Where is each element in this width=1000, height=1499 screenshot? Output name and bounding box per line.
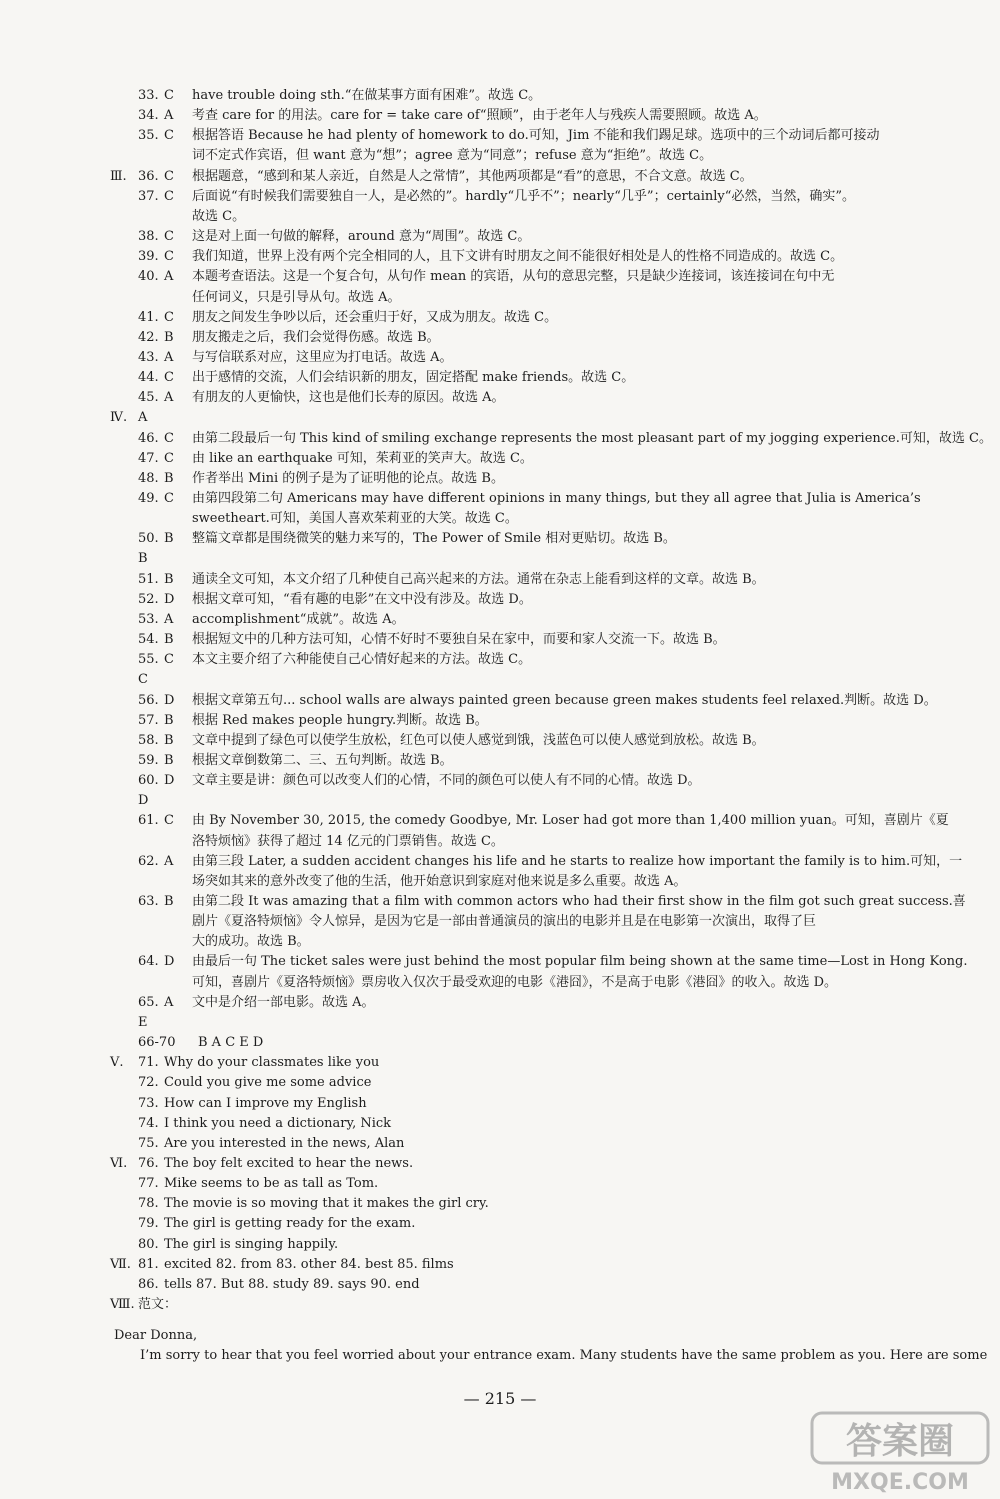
question-number: 48. (138, 471, 159, 486)
question-number: 78. (138, 1196, 159, 1211)
explanation-text: 根据答语 Because he had plenty of homework to do.可知，Jim 不能和我们踢足球。选项中的三个动词后都可接动 (192, 128, 880, 143)
answer-row (0, 1134, 1000, 1154)
question-number: 74. (138, 1116, 159, 1131)
explanation-text: 根据文章倒数第二、三、五句判断。故选 B。 (192, 753, 453, 768)
answer-row (0, 86, 1000, 106)
answer-choice: B (164, 753, 174, 768)
section-label: Ⅵ. (110, 1156, 128, 1171)
question-number: 36. (138, 169, 159, 184)
answer-continuation: 词不定式作宾语，但 want 意为“想”；agree 意为“同意”；refuse 意为“拒绝”。故选 C。 (192, 148, 713, 163)
question-number: 35. (138, 128, 159, 143)
answer-choice: C (164, 451, 174, 466)
question-number: 66-70 (138, 1035, 176, 1050)
answer-choice: B (164, 713, 174, 728)
explanation-text: 由第四段第二句 Americans may have different opinions in many things, but they all agree that Julia is America’s (192, 491, 921, 506)
answer-continuation: sweetheart.可知，美国人喜欢茱莉亚的大笑。故选 C。 (192, 511, 518, 526)
question-number: 51. (138, 572, 159, 587)
answer-row (0, 1053, 1000, 1073)
page-number: — 215 — (463, 1389, 537, 1408)
answer-row (0, 308, 1000, 328)
explanation-text: 文中是介绍一部电影。故选 A。 (192, 995, 375, 1010)
answer-row (0, 973, 1000, 993)
answer-row (0, 570, 1000, 590)
explanation-text: 我们知道，世界上没有两个完全相同的人，且下文讲有时朋友之间不能很好相处是人的性格不同造成的。故选 C。 (192, 249, 844, 264)
question-number: 38. (138, 229, 159, 244)
answer-choice: D (164, 592, 175, 607)
question-number: 76. (138, 1156, 159, 1171)
answer-row (0, 106, 1000, 126)
explanation-text: 通读全文可知，本文介绍了几种使自己高兴起来的方法。通常在杂志上能看到这样的文章。故选 B。 (192, 572, 765, 587)
answer-choice: C (164, 431, 174, 446)
answer-row (0, 429, 1000, 449)
answer-row (0, 288, 1000, 308)
explanation-text: B A C E D (198, 1035, 264, 1050)
answer-row (0, 348, 1000, 368)
question-number: 86. (138, 1277, 159, 1292)
section-label: Ⅲ. (110, 169, 127, 184)
answer-row (0, 1255, 1000, 1275)
section-label: Ⅳ. (110, 410, 128, 425)
section-label: Ⅷ. (110, 1297, 135, 1312)
answer-row (0, 993, 1000, 1013)
explanation-text: 由 By November 30, 2015, the comedy Goodbye, Mr. Loser had got more than 1,400 million yuan。可知，喜剧片《夏 (192, 813, 949, 828)
explanation-text: 文章中提到了绿色可以使学生放松，红色可以使人感觉到饿，浅蓝色可以使人感觉到放松。故选 B。 (192, 733, 765, 748)
answer-row (0, 1114, 1000, 1134)
answer-row (0, 1275, 1000, 1295)
answer-row (0, 872, 1000, 892)
question-number: 46. (138, 431, 159, 446)
answer-row (0, 1295, 1000, 1315)
answer-choice: B (164, 531, 174, 546)
answer-choice: A (164, 854, 174, 869)
explanation-text: 本文主要介绍了六种能使自己心情好起来的方法。故选 C。 (192, 652, 532, 667)
answer-row (0, 509, 1000, 529)
question-number: 34. (138, 108, 159, 123)
answer-row (0, 791, 1000, 811)
explanation-text: 根据短文中的几种方法可知，心情不好时不要独自呆在家中，而要和家人交流一下。故选 B。 (192, 632, 726, 647)
question-number: 64. (138, 954, 159, 969)
answer-choice: C (164, 491, 174, 506)
answer-row (0, 388, 1000, 408)
answer-choice: C (164, 813, 174, 828)
answer-choice: A (164, 350, 174, 365)
answer-choice: A (164, 612, 174, 627)
answer-row (0, 771, 1000, 791)
answer-row (0, 1073, 1000, 1093)
answer-row (0, 449, 1000, 469)
explanation-text: 与写信联系对应，这里应为打电话。故选 A。 (192, 350, 453, 365)
answer-choice: C (164, 310, 174, 325)
answer-row (0, 1094, 1000, 1114)
question-number: 40. (138, 269, 159, 284)
question-number: 52. (138, 592, 159, 607)
explanation-text: 由第二段 It was amazing that a film with common actors who had their first show in the film got such great success.喜 (192, 894, 966, 909)
explanation-text: The movie is so moving that it makes the girl cry. (164, 1196, 489, 1211)
question-number: 33. (138, 88, 159, 103)
question-number: 49. (138, 491, 159, 506)
answer-row (0, 408, 1000, 428)
site-watermark-logo (810, 1409, 990, 1495)
answer-choice: C (164, 189, 174, 204)
answer-continuation: 剧片《夏洛特烦恼》令人惊异，是因为它是一部由普通演员的演出的电影并且是在电影第一次演出，取得了巨 (192, 914, 817, 929)
answer-row (0, 912, 1000, 932)
answer-choice: B (164, 894, 174, 909)
answer-row (0, 932, 1000, 952)
answer-choice: C (164, 652, 174, 667)
answer-choice: A (164, 995, 174, 1010)
answer-choice: C (164, 370, 174, 385)
explanation-text: 根据题意，“感到和某人亲近，自然是人之常情”，其他两项都是“看”的意思，不合文意。故选 C。 (192, 169, 753, 184)
answer-row (0, 146, 1000, 166)
answer-choice: C (164, 88, 174, 103)
question-number: 60. (138, 773, 159, 788)
answer-choice: B (164, 733, 174, 748)
question-number: B (138, 551, 148, 566)
question-number: 56. (138, 693, 159, 708)
question-number: A (138, 410, 148, 425)
question-number: D (138, 793, 149, 808)
explanation-text: 根据 Red makes people hungry.判断。故选 B。 (192, 713, 488, 728)
answer-row (0, 1214, 1000, 1234)
explanation-text: Are you interested in the news, Alan (164, 1136, 405, 1151)
answer-row (0, 267, 1000, 287)
explanation-text: The boy felt excited to hear the news. (164, 1156, 414, 1171)
section-label: Ⅶ. (110, 1257, 131, 1272)
explanation-text: 由最后一句 The ticket sales were just behind the most popular film being shown at the same time—Lost in Hong Kong. (192, 954, 968, 969)
answer-row (0, 952, 1000, 972)
question-number: 80. (138, 1237, 159, 1252)
question-number: 44. (138, 370, 159, 385)
explanation-text: 文章主要是讲：颜色可以改变人们的心情，不同的颜色可以使人有不同的心情。故选 D。 (192, 773, 701, 788)
explanation-text: 有朋友的人更愉快，这也是他们长寿的原因。故选 A。 (192, 390, 505, 405)
question-number: 72. (138, 1075, 159, 1090)
answer-row (0, 590, 1000, 610)
question-number: 45. (138, 390, 159, 405)
answer-choice: A (164, 269, 174, 284)
answer-row (0, 247, 1000, 267)
answer-row (0, 751, 1000, 771)
explanation-text: 作者举出 Mini 的例子是为了证明他的论点。故选 B。 (192, 471, 504, 486)
explanation-text: 根据文章第五句... school walls are always painted green because green makes students feel relaxed.判断。故选 D。 (192, 693, 937, 708)
question-number: 62. (138, 854, 159, 869)
answer-row (0, 630, 1000, 650)
watermark-graphic (810, 1409, 990, 1495)
question-number: 65. (138, 995, 159, 1010)
question-number: C (138, 672, 148, 687)
answer-choice: C (164, 128, 174, 143)
explanation-text: 朋友之间发生争吵以后，还会重归于好，又成为朋友。故选 C。 (192, 310, 558, 325)
question-number: E (138, 1015, 148, 1030)
answer-continuation: 洛特烦恼》获得了超过 14 亿元的门票销售。故选 C。 (192, 834, 504, 849)
answer-row (0, 529, 1000, 549)
answer-row (0, 1033, 1000, 1053)
answer-choice: B (164, 471, 174, 486)
answer-row (0, 328, 1000, 348)
question-number: 54. (138, 632, 159, 647)
explanation-text: accomplishment“成就”。故选 A。 (192, 612, 405, 627)
answer-continuation: 故选 C。 (192, 209, 246, 224)
explanation-text: The girl is singing happily. (164, 1237, 339, 1252)
question-number: 81. (138, 1257, 159, 1272)
answer-row (0, 549, 1000, 569)
explanation-text: The girl is getting ready for the exam. (164, 1216, 416, 1231)
answer-row (0, 811, 1000, 831)
explanation-text: 考查 care for 的用法。care for = take care of“照顾”，由于老年人与残疾人需要照顾。故选 A。 (192, 108, 767, 123)
question-number: 53. (138, 612, 159, 627)
answer-choice: B (164, 632, 174, 647)
answer-row (0, 167, 1000, 187)
question-number: 43. (138, 350, 159, 365)
letter-salutation: Dear Donna, (114, 1328, 198, 1343)
answer-row (0, 731, 1000, 751)
question-number: 范文： (138, 1297, 178, 1312)
question-number: 71. (138, 1055, 159, 1070)
question-number: 41. (138, 310, 159, 325)
question-number: 55. (138, 652, 159, 667)
section-label: Ⅴ. (110, 1055, 124, 1070)
question-number: 50. (138, 531, 159, 546)
question-number: 39. (138, 249, 159, 264)
explanation-text: I think you need a dictionary, Nick (164, 1116, 392, 1131)
explanation-text: 本题考查语法。这是一个复合句，从句作 mean 的宾语，从句的意思完整，只是缺少连接词，该连接词在句中无 (192, 269, 835, 284)
watermark-url-text: MXQE.COM (831, 1470, 969, 1495)
explanation-text: Mike seems to be as tall as Tom. (164, 1176, 379, 1191)
answer-row (0, 1013, 1000, 1033)
question-number: 77. (138, 1176, 159, 1191)
answer-row (0, 1194, 1000, 1214)
answer-continuation: 大的成功。故选 B。 (192, 934, 310, 949)
answer-row (0, 469, 1000, 489)
answer-choice: B (164, 572, 174, 587)
answer-row (0, 368, 1000, 388)
question-number: 37. (138, 189, 159, 204)
answer-row (0, 489, 1000, 509)
watermark-logo-text: 答案圈 (845, 1421, 955, 1462)
answer-continuation: 任何词义，只是引导从句。故选 A。 (192, 290, 401, 305)
explanation-text: 根据文章可知，“看有趣的电影”在文中没有涉及。故选 D。 (192, 592, 532, 607)
answer-row (0, 670, 1000, 690)
answer-row (0, 650, 1000, 670)
answer-choice: D (164, 693, 175, 708)
explanation-text: Could you give me some advice (164, 1075, 372, 1090)
answer-row (0, 126, 1000, 146)
answer-choice: A (164, 390, 174, 405)
explanation-text: 由第二段最后一句 This kind of smiling exchange represents the most pleasant part of my jogging experience.可知，故选 C。 (192, 431, 992, 446)
explanation-text: 这是对上面一句做的解释，around 意为“周围”。故选 C。 (192, 229, 531, 244)
explanation-text: 朋友搬走之后，我们会觉得伤感。故选 B。 (192, 330, 440, 345)
answer-row (0, 892, 1000, 912)
answer-choice: B (164, 330, 174, 345)
answer-row (0, 711, 1000, 731)
answer-row (0, 187, 1000, 207)
explanation-text: have trouble doing sth.“在做某事方面有困难”。故选 C。 (192, 88, 542, 103)
answer-continuation: 可知，喜剧片《夏洛特烦恼》票房收入仅次于最受欢迎的电影《港囧》，不是高于电影《港囧》的收入。故选 D。 (192, 975, 838, 990)
letter-paragraph: I’m sorry to hear that you feel worried about your entrance exam. Many students have the same problem as you. Here are some (140, 1348, 988, 1363)
question-number: 75. (138, 1136, 159, 1151)
question-number: 73. (138, 1096, 159, 1111)
answer-row (0, 1235, 1000, 1255)
question-number: 58. (138, 733, 159, 748)
answer-continuation: 场突如其来的意外改变了他的生活，他开始意识到家庭对他来说是多么重要。故选 A。 (192, 874, 687, 889)
answer-choice: D (164, 954, 175, 969)
answer-row (0, 1174, 1000, 1194)
explanation-text: excited 82. from 83. other 84. best 85. films (164, 1257, 454, 1272)
question-number: 61. (138, 813, 159, 828)
explanation-text: 由第三段 Later, a sudden accident changes his life and he starts to realize how important the family is to him.可知，一 (192, 854, 963, 869)
answer-choice: D (164, 773, 175, 788)
answer-choice: C (164, 229, 174, 244)
explanation-text: 后面说“有时候我们需要独自一人，是必然的”。hardly“几乎不”；nearly“几乎”；certainly“必然，当然，确实”。 (192, 189, 856, 204)
answer-choice: C (164, 169, 174, 184)
answer-row (0, 1154, 1000, 1174)
explanation-text: 出于感情的交流，人们会结识新的朋友，固定搭配 make friends。故选 C。 (192, 370, 635, 385)
explanation-text: How can I improve my English (164, 1096, 367, 1111)
answer-choice: C (164, 249, 174, 264)
explanation-text: Why do your classmates like you (164, 1055, 380, 1070)
question-number: 79. (138, 1216, 159, 1231)
question-number: 57. (138, 713, 159, 728)
question-number: 42. (138, 330, 159, 345)
answer-row (0, 227, 1000, 247)
answer-row (0, 852, 1000, 872)
answer-row (0, 832, 1000, 852)
answer-choice: A (164, 108, 174, 123)
explanation-text: 整篇文章都是围绕微笑的魅力来写的，The Power of Smile 相对更贴切。故选 B。 (192, 531, 676, 546)
question-number: 63. (138, 894, 159, 909)
answer-row (0, 691, 1000, 711)
question-number: 59. (138, 753, 159, 768)
explanation-text: tells 87. But 88. study 89. says 90. end (164, 1277, 420, 1292)
question-number: 47. (138, 451, 159, 466)
answer-row (0, 207, 1000, 227)
answer-row (0, 610, 1000, 630)
explanation-text: 由 like an earthquake 可知，茱莉亚的笑声大。故选 C。 (192, 451, 533, 466)
